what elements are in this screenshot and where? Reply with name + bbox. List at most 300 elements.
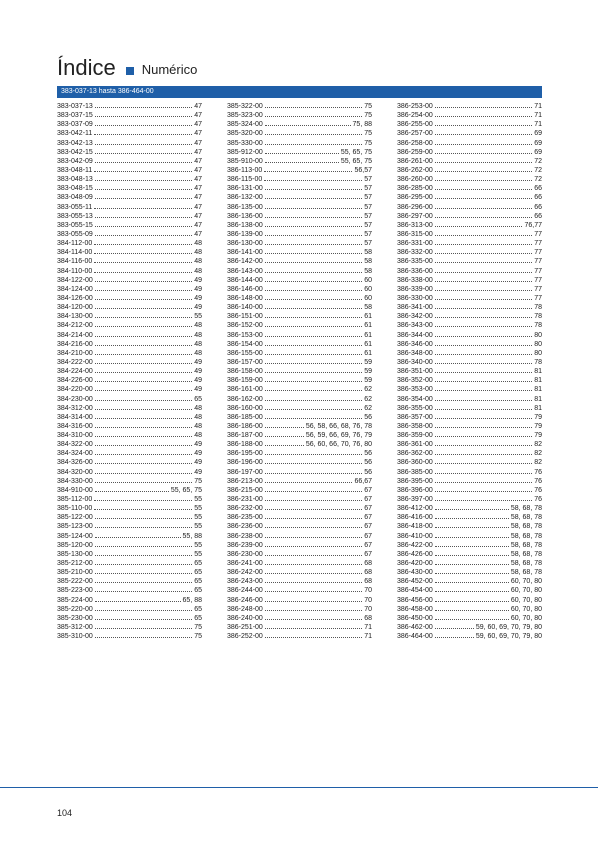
entry-code: 386-188-00 <box>227 441 263 449</box>
entry-pages: 81 <box>534 368 542 376</box>
index-entry <box>397 486 542 495</box>
entry-code: 384-310-00 <box>57 432 93 440</box>
entry-pages: 81 <box>534 386 542 394</box>
index-entry <box>227 513 372 522</box>
entry-pages: 78 <box>534 322 542 330</box>
dot-leader <box>95 564 192 565</box>
entry-code: 384-122-00 <box>57 276 93 284</box>
entry-pages: 55, 65, 75 <box>340 157 372 165</box>
entry-pages: 61 <box>364 340 372 348</box>
index-entry <box>57 148 202 157</box>
entry-code: 386-452-00 <box>397 578 433 586</box>
entry-pages: 67 <box>364 496 372 504</box>
entry-code: 386-395-00 <box>397 477 433 485</box>
index-entry <box>57 486 202 495</box>
entry-code: 386-246-00 <box>227 596 263 604</box>
entry-pages: 69 <box>534 130 542 138</box>
index-entry <box>397 596 542 605</box>
dot-leader <box>435 326 532 327</box>
entry-pages: 67 <box>364 541 372 549</box>
dot-leader <box>435 107 532 108</box>
entry-code: 384-216-00 <box>57 340 93 348</box>
dot-leader <box>94 171 192 172</box>
entry-pages: 69 <box>534 148 542 156</box>
dot-leader <box>435 244 532 245</box>
entry-pages: 76 <box>534 468 542 476</box>
index-entry <box>227 614 372 623</box>
entry-pages: 62 <box>364 386 372 394</box>
index-entry <box>227 550 372 559</box>
dot-leader <box>435 436 532 437</box>
entry-pages: 60, 70, 80 <box>510 578 542 586</box>
entry-pages: 75 <box>364 130 372 138</box>
dot-leader <box>435 180 532 181</box>
entry-code: 385-210-00 <box>57 569 93 577</box>
entry-code: 386-251-00 <box>227 624 263 632</box>
dot-leader <box>95 217 192 218</box>
dot-leader <box>95 610 192 611</box>
entry-code: 386-456-00 <box>397 596 433 604</box>
entry-code: 386-240-00 <box>227 614 263 622</box>
index-entry <box>397 550 542 559</box>
entry-code: 383-055-11 <box>57 203 93 211</box>
entry-code: 384-116-00 <box>57 258 93 266</box>
dot-leader <box>94 134 192 135</box>
dot-leader <box>435 317 532 318</box>
index-entry <box>227 129 372 138</box>
entry-pages: 48 <box>194 432 202 440</box>
entry-pages: 75 <box>194 624 202 632</box>
index-columns <box>57 102 542 641</box>
entry-pages: 48 <box>194 340 202 348</box>
entry-code: 385-912-00 <box>227 148 263 156</box>
entry-pages: 49 <box>194 441 202 449</box>
index-entry <box>227 230 372 239</box>
entry-pages: 60, 70, 80 <box>510 614 542 622</box>
entry-pages: 58, 68, 78 <box>510 560 542 568</box>
entry-code: 383-042-15 <box>57 148 93 156</box>
dot-leader <box>265 637 362 638</box>
index-entry <box>397 623 542 632</box>
index-entry <box>397 632 542 641</box>
entry-pages: 55, 65, 75 <box>340 148 372 156</box>
index-entry <box>57 294 202 303</box>
entry-code: 386-257-00 <box>397 130 433 138</box>
dot-leader <box>95 427 192 428</box>
entry-pages: 56, 60, 66, 70, 76, 80 <box>305 441 372 449</box>
entry-pages: 55, 88 <box>182 532 202 540</box>
entry-code: 385-910-00 <box>227 157 263 165</box>
index-entry <box>57 175 202 184</box>
index-entry <box>227 431 372 440</box>
dot-leader <box>265 144 362 145</box>
dot-leader <box>265 153 339 154</box>
entry-code: 383-042-09 <box>57 157 93 165</box>
entry-code: 386-144-00 <box>227 276 263 284</box>
entry-pages: 60 <box>364 294 372 302</box>
dot-leader <box>435 262 532 263</box>
dot-leader <box>435 619 509 620</box>
entry-pages: 66,67 <box>354 477 372 485</box>
dot-leader <box>435 637 474 638</box>
index-entry <box>227 458 372 467</box>
entry-code: 385-220-00 <box>57 605 93 613</box>
dot-leader <box>265 491 362 492</box>
index-entry <box>397 175 542 184</box>
index-entry <box>227 193 372 202</box>
dot-leader <box>95 418 192 419</box>
entry-code: 386-197-00 <box>227 468 263 476</box>
dot-leader <box>265 500 362 501</box>
entry-pages: 58, 68, 78 <box>510 550 542 558</box>
dot-leader <box>265 372 362 373</box>
dot-leader <box>435 463 532 464</box>
index-entry <box>227 596 372 605</box>
index-entry <box>57 385 202 394</box>
entry-pages: 59 <box>364 368 372 376</box>
entry-code: 385-330-00 <box>227 139 263 147</box>
dot-leader <box>265 326 362 327</box>
dot-leader <box>265 253 362 254</box>
dot-leader <box>94 208 192 209</box>
entry-code: 386-254-00 <box>397 112 433 120</box>
index-entry <box>57 239 202 248</box>
dot-leader <box>435 235 532 236</box>
page-subtitle: Numérico <box>141 62 198 77</box>
index-entry <box>57 440 202 449</box>
entry-code: 386-148-00 <box>227 294 263 302</box>
index-entry <box>397 221 542 230</box>
index-entry <box>227 294 372 303</box>
entry-code: 386-418-00 <box>397 523 433 531</box>
entry-code: 386-146-00 <box>227 285 263 293</box>
index-entry <box>57 568 202 577</box>
dot-leader <box>95 582 192 583</box>
entry-pages: 67 <box>364 486 372 494</box>
index-entry <box>397 477 542 486</box>
entry-code: 386-358-00 <box>397 422 433 430</box>
dot-leader <box>95 189 192 190</box>
dot-leader <box>95 180 192 181</box>
dot-leader <box>265 418 362 419</box>
entry-pages: 72 <box>534 157 542 165</box>
index-entry <box>57 477 202 486</box>
index-entry <box>57 404 202 413</box>
entry-code: 386-140-00 <box>227 304 263 312</box>
entry-pages: 48 <box>194 413 202 421</box>
entry-pages: 65 <box>194 560 202 568</box>
entry-pages: 47 <box>194 157 202 165</box>
index-entry <box>227 522 372 531</box>
entry-pages: 69 <box>534 139 542 147</box>
index-entry <box>397 340 542 349</box>
index-column-1 <box>57 102 202 641</box>
index-entry <box>227 358 372 367</box>
entry-code: 385-310-00 <box>57 633 93 641</box>
entry-pages: 67 <box>364 550 372 558</box>
entry-code: 384-224-00 <box>57 368 93 376</box>
entry-code: 386-161-00 <box>227 386 263 394</box>
dot-leader <box>265 299 362 300</box>
entry-pages: 57 <box>364 203 372 211</box>
entry-code: 386-152-00 <box>227 322 263 330</box>
entry-pages: 47 <box>194 230 202 238</box>
entry-code: 386-248-00 <box>227 605 263 613</box>
dot-leader <box>435 171 532 172</box>
dot-leader <box>435 582 509 583</box>
entry-pages: 58 <box>364 304 372 312</box>
index-entry <box>57 212 202 221</box>
entry-pages: 78 <box>534 313 542 321</box>
dot-leader <box>435 381 532 382</box>
entry-pages: 68 <box>364 569 372 577</box>
dot-leader <box>95 326 192 327</box>
entry-pages: 58, 68, 78 <box>510 532 542 540</box>
entry-code: 384-316-00 <box>57 422 93 430</box>
entry-code: 386-139-00 <box>227 230 263 238</box>
entry-code: 386-296-00 <box>397 203 433 211</box>
entry-pages: 48 <box>194 322 202 330</box>
entry-code: 386-261-00 <box>397 157 433 165</box>
entry-pages: 55 <box>194 541 202 549</box>
entry-code: 386-462-00 <box>397 624 433 632</box>
entry-code: 386-239-00 <box>227 541 263 549</box>
entry-pages: 67 <box>364 523 372 531</box>
index-entry <box>57 532 202 541</box>
entry-code: 386-339-00 <box>397 285 433 293</box>
entry-code: 384-124-00 <box>57 285 93 293</box>
entry-pages: 62 <box>364 404 372 412</box>
entry-code: 386-138-00 <box>227 221 263 229</box>
entry-pages: 71 <box>534 112 542 120</box>
entry-pages: 57 <box>364 185 372 193</box>
dot-leader <box>95 546 192 547</box>
index-entry <box>57 221 202 230</box>
entry-pages: 47 <box>194 166 202 174</box>
index-entry <box>227 495 372 504</box>
entry-pages: 58, 68, 78 <box>510 514 542 522</box>
entry-code: 383-055-13 <box>57 212 93 220</box>
entry-code: 386-338-00 <box>397 276 433 284</box>
entry-code: 386-458-00 <box>397 605 433 613</box>
entry-pages: 47 <box>194 212 202 220</box>
index-entry <box>227 340 372 349</box>
entry-code: 386-359-00 <box>397 432 433 440</box>
entry-code: 386-341-00 <box>397 304 433 312</box>
entry-pages: 48 <box>194 249 202 257</box>
index-range-bar: 383-037-13 hasta 386-464-00 <box>57 86 542 98</box>
index-entry <box>397 129 542 138</box>
dot-leader <box>265 363 362 364</box>
entry-code: 386-185-00 <box>227 413 263 421</box>
index-entry <box>57 312 202 321</box>
index-entry <box>227 120 372 129</box>
entry-code: 386-230-00 <box>227 550 263 558</box>
dot-leader <box>94 262 192 263</box>
entry-pages: 55, 65, 75 <box>170 486 202 494</box>
entry-code: 386-238-00 <box>227 532 263 540</box>
dot-leader <box>265 482 353 483</box>
entry-pages: 68 <box>364 578 372 586</box>
entry-code: 385-323-00 <box>227 112 263 120</box>
dot-leader <box>95 619 192 620</box>
entry-pages: 48 <box>194 349 202 357</box>
entry-code: 386-253-00 <box>397 103 433 110</box>
entry-code: 384-126-00 <box>57 294 93 302</box>
dot-leader <box>95 116 192 117</box>
dot-leader <box>265 189 362 190</box>
index-entry <box>397 303 542 312</box>
index-entry <box>57 550 202 559</box>
index-entry <box>227 376 372 385</box>
index-entry <box>227 413 372 422</box>
index-entry <box>227 586 372 595</box>
entry-code: 386-330-00 <box>397 294 433 302</box>
entry-code: 386-343-00 <box>397 322 433 330</box>
index-entry <box>227 422 372 431</box>
dot-leader <box>435 134 532 135</box>
dot-leader <box>435 573 509 574</box>
index-entry <box>227 331 372 340</box>
entry-pages: 47 <box>194 130 202 138</box>
entry-code: 386-450-00 <box>397 614 433 622</box>
dot-leader <box>265 537 362 538</box>
entry-code: 386-259-00 <box>397 148 433 156</box>
entry-code: 386-385-00 <box>397 468 433 476</box>
index-entry <box>397 413 542 422</box>
index-entry <box>57 203 202 212</box>
index-entry <box>57 267 202 276</box>
entry-code: 386-354-00 <box>397 395 433 403</box>
dot-leader <box>95 153 192 154</box>
dot-leader <box>435 409 532 410</box>
entry-pages: 56 <box>364 459 372 467</box>
index-entry <box>57 605 202 614</box>
entry-pages: 58 <box>364 258 372 266</box>
index-entry <box>397 257 542 266</box>
dot-leader <box>95 409 192 410</box>
dot-leader <box>435 372 532 373</box>
index-entry <box>397 102 542 111</box>
entry-code: 386-336-00 <box>397 267 433 275</box>
index-entry <box>397 111 542 120</box>
title-square-bullet <box>126 67 134 75</box>
index-entry <box>57 184 202 193</box>
index-entry <box>397 395 542 404</box>
index-entry <box>57 349 202 358</box>
dot-leader <box>95 628 192 629</box>
dot-leader <box>95 144 192 145</box>
index-entry <box>57 413 202 422</box>
entry-code: 385-124-00 <box>57 532 93 540</box>
entry-pages: 56 <box>364 450 372 458</box>
entry-code: 384-330-00 <box>57 477 93 485</box>
entry-code: 386-154-00 <box>227 340 263 348</box>
entry-pages: 48 <box>194 422 202 430</box>
entry-pages: 49 <box>194 276 202 284</box>
entry-code: 385-224-00 <box>57 596 93 604</box>
dot-leader <box>94 244 192 245</box>
index-entry <box>57 321 202 330</box>
entry-code: 386-159-00 <box>227 377 263 385</box>
dot-leader <box>265 564 362 565</box>
index-entry <box>57 495 202 504</box>
index-entry <box>227 605 372 614</box>
entry-code: 386-262-00 <box>397 166 433 174</box>
entry-pages: 77 <box>534 240 542 248</box>
entry-pages: 47 <box>194 121 202 129</box>
index-entry <box>57 166 202 175</box>
dot-leader <box>435 290 532 291</box>
entry-code: 386-141-00 <box>227 249 263 257</box>
entry-pages: 75, 88 <box>352 121 372 129</box>
index-entry <box>227 239 372 248</box>
index-entry <box>227 203 372 212</box>
entry-code: 386-295-00 <box>397 194 433 202</box>
index-entry <box>57 120 202 129</box>
entry-pages: 78 <box>534 358 542 366</box>
dot-leader <box>265 610 362 611</box>
entry-pages: 57 <box>364 240 372 248</box>
entry-pages: 55 <box>194 523 202 531</box>
entry-pages: 68 <box>364 614 372 622</box>
entry-code: 386-115-00 <box>227 176 263 184</box>
dot-leader <box>435 454 532 455</box>
entry-pages: 75 <box>194 633 202 641</box>
entry-code: 386-315-00 <box>397 230 433 238</box>
dot-leader <box>265 125 351 126</box>
entry-pages: 72 <box>534 166 542 174</box>
index-entry <box>227 157 372 166</box>
dot-leader <box>95 445 192 446</box>
entry-pages: 71 <box>364 633 372 641</box>
dot-leader <box>265 546 362 547</box>
entry-code: 386-313-00 <box>397 221 433 229</box>
index-entry <box>397 193 542 202</box>
entry-pages: 48 <box>194 404 202 412</box>
index-entry <box>57 596 202 605</box>
dot-leader <box>435 601 509 602</box>
dot-leader <box>265 281 362 282</box>
index-entry <box>227 532 372 541</box>
dot-leader <box>435 162 532 163</box>
index-entry <box>397 376 542 385</box>
index-entry <box>227 440 372 449</box>
index-entry <box>227 468 372 477</box>
entry-pages: 66 <box>534 194 542 202</box>
dot-leader <box>435 281 532 282</box>
entry-pages: 61 <box>364 349 372 357</box>
dot-leader <box>265 628 362 629</box>
entry-code: 384-110-00 <box>57 267 93 275</box>
entry-pages: 58, 68, 78 <box>510 541 542 549</box>
index-entry <box>227 175 372 184</box>
index-entry <box>57 139 202 148</box>
entry-code: 386-352-00 <box>397 377 433 385</box>
index-entry <box>227 477 372 486</box>
index-column-2 <box>227 102 372 641</box>
entry-pages: 49 <box>194 450 202 458</box>
index-entry <box>57 276 202 285</box>
index-entry <box>57 230 202 239</box>
entry-pages: 47 <box>194 139 202 147</box>
entry-pages: 47 <box>194 112 202 120</box>
index-entry <box>397 495 542 504</box>
index-entry <box>57 586 202 595</box>
entry-code: 383-037-09 <box>57 121 93 129</box>
entry-pages: 77 <box>534 258 542 266</box>
entry-code: 383-055-09 <box>57 230 93 238</box>
